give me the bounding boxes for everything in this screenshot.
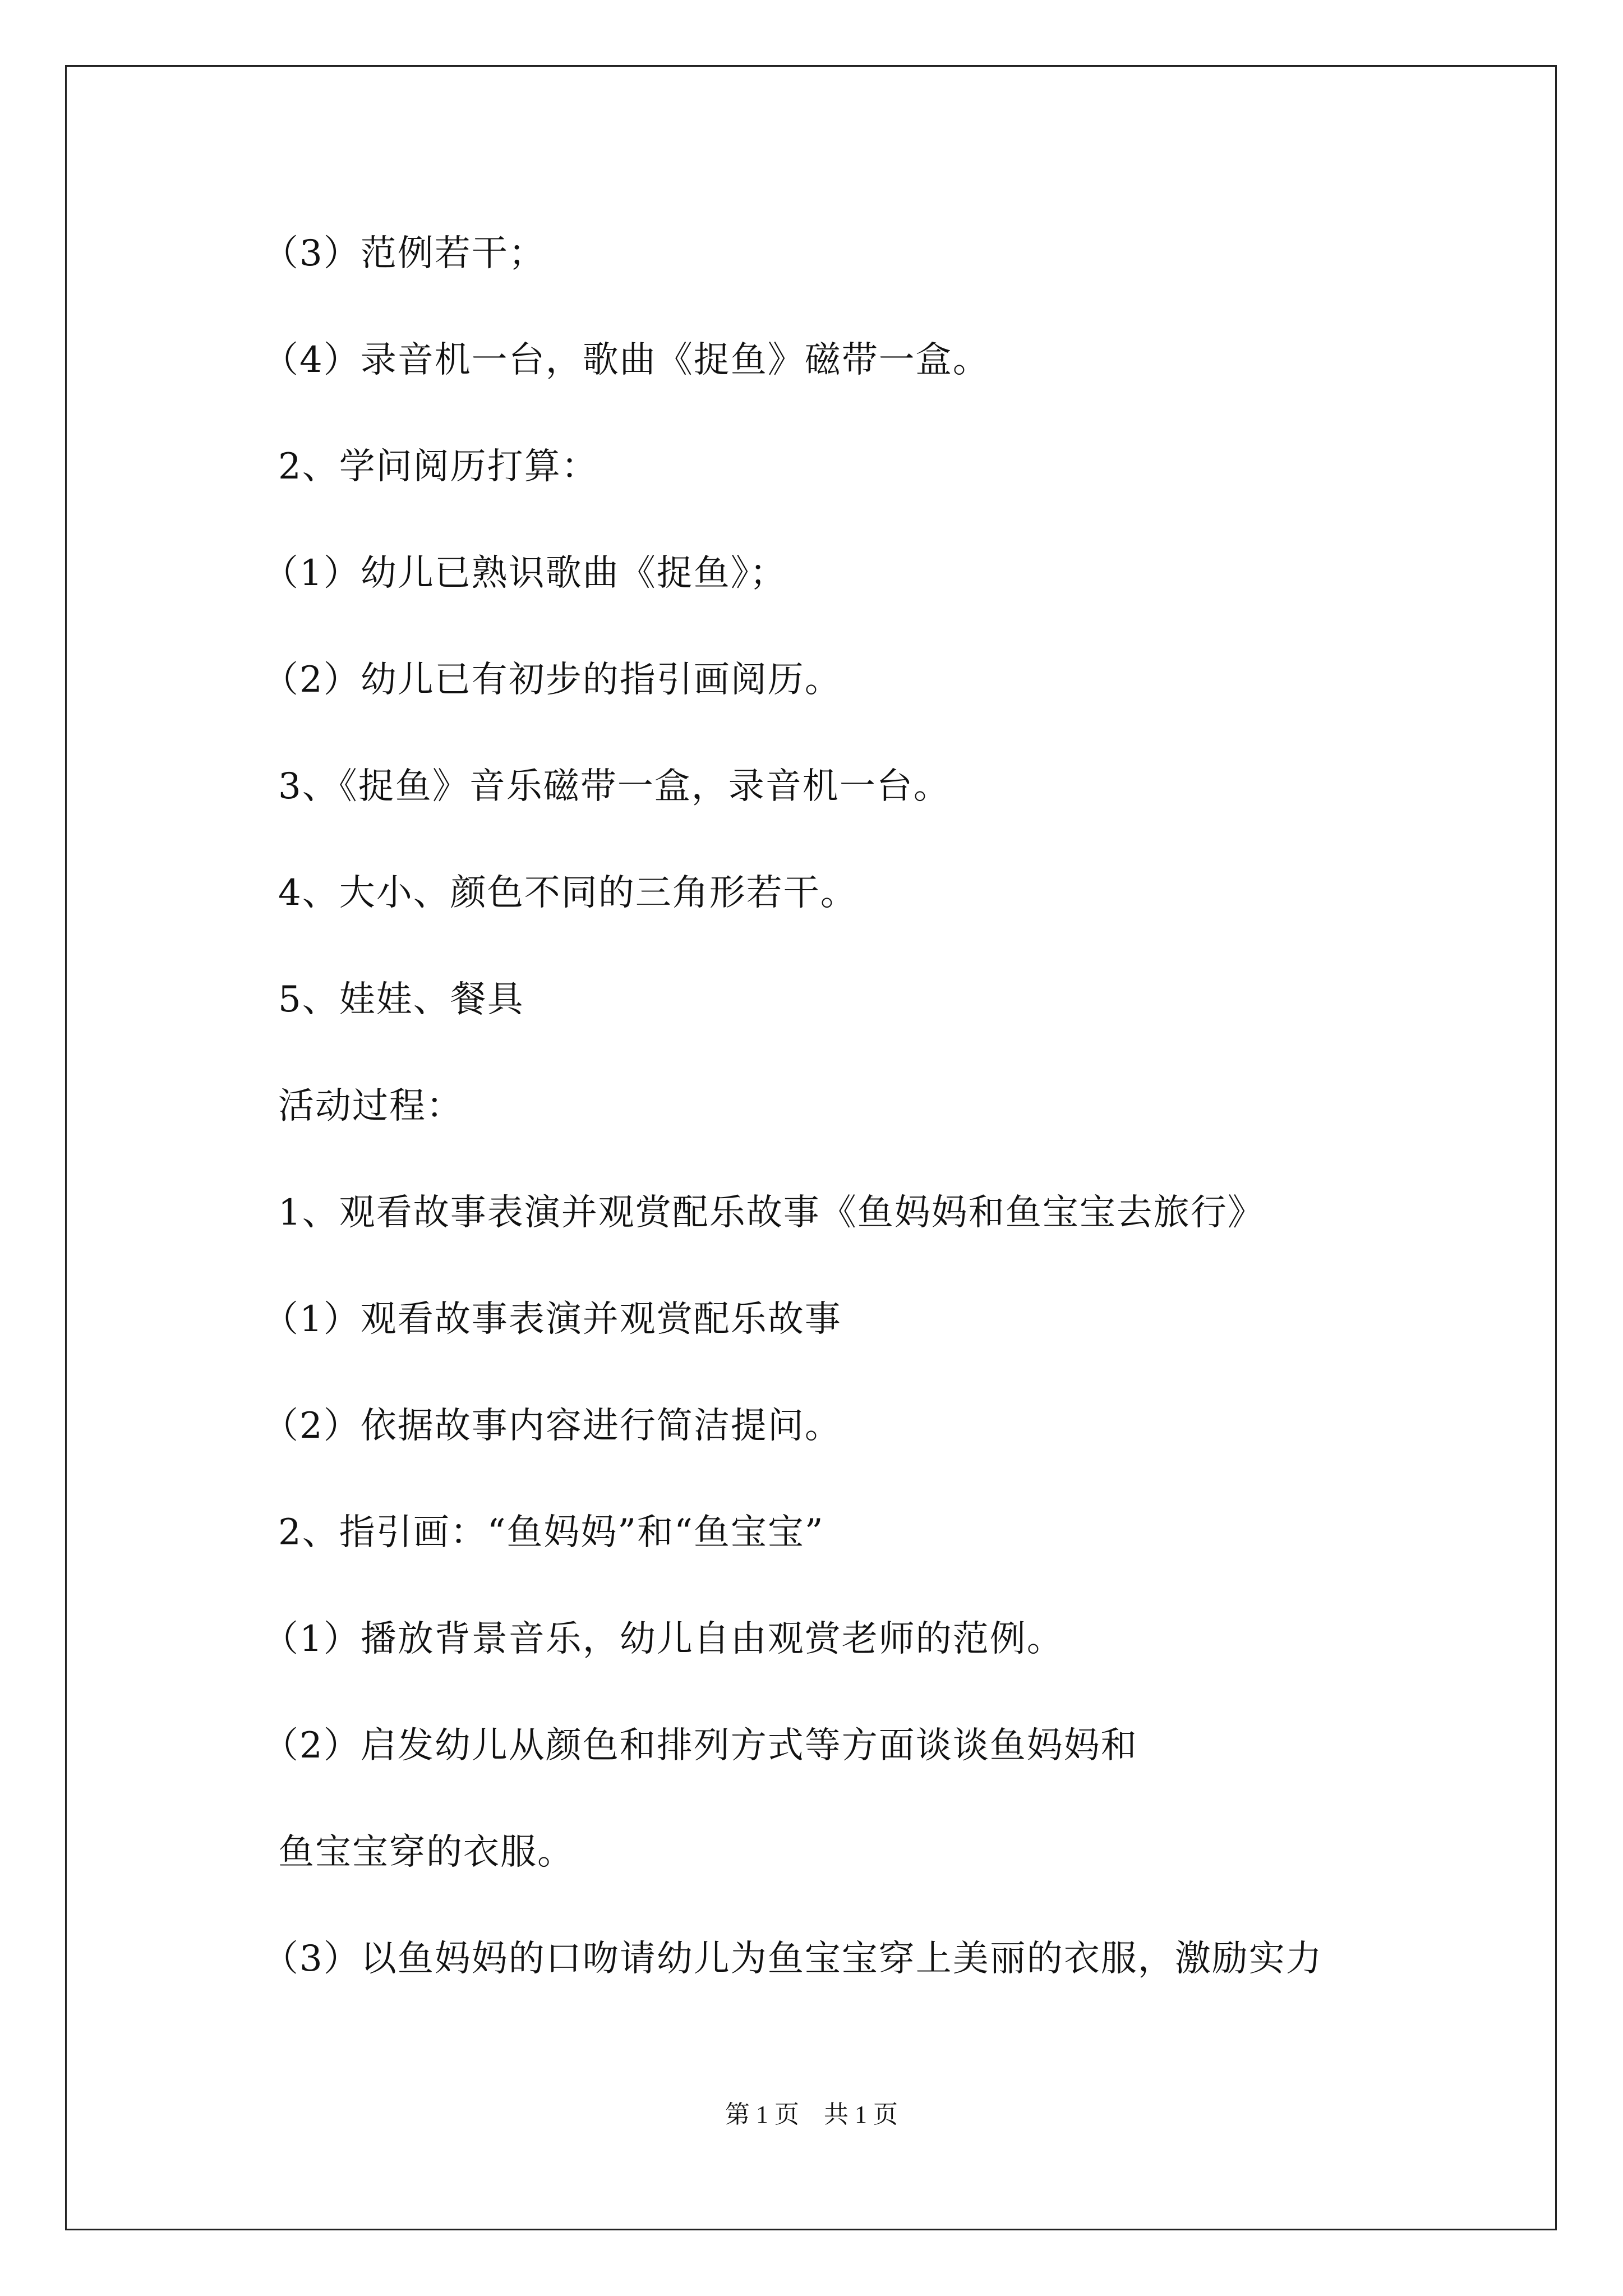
text-line: （4）录音机一台，歌曲《捉鱼》磁带一盒。 <box>262 339 990 381</box>
text-line: 鱼宝宝穿的衣服。 <box>278 1832 574 1873</box>
text-line: 活动过程： <box>278 1085 463 1127</box>
text-line: 2、指引画：“鱼妈妈”和“鱼宝宝” <box>278 1512 824 1553</box>
text-line: 1、观看故事表演并观赏配乐故事《鱼妈妈和鱼宝宝去旅行》 <box>278 1192 1265 1234</box>
text-line: （1）幼儿已熟识歌曲《捉鱼》； <box>262 553 787 594</box>
text-line: （3）范例若干； <box>262 233 546 274</box>
text-line: 4、大小、颜色不同的三角形若干。 <box>278 872 857 914</box>
text-line: （3）以鱼妈妈的口吻请幼儿为鱼宝宝穿上美丽的衣服，激励实力 <box>262 1938 1323 1980</box>
text-line: （2）启发幼儿从颜色和排列方式等方面谈谈鱼妈妈和 <box>262 1725 1138 1766</box>
text-line: （2）幼儿已有初步的指引画阅历。 <box>262 659 842 701</box>
text-line: （2）依据故事内容进行简洁提问。 <box>262 1405 842 1447</box>
text-line: （1）观看故事表演并观赏配乐故事 <box>262 1299 842 1340</box>
page-footer: 第 1 页 共 1 页 <box>725 2101 898 2128</box>
text-line: 2、学问阅历打算： <box>278 446 598 487</box>
text-line: 5、娃娃、餐具 <box>278 979 524 1020</box>
page-border <box>65 65 1557 2230</box>
text-line: （1）播放背景音乐，幼儿自由观赏老师的范例。 <box>262 1618 1064 1660</box>
text-line: 3、《捉鱼》音乐磁带一盒，录音机一台。 <box>278 766 951 807</box>
